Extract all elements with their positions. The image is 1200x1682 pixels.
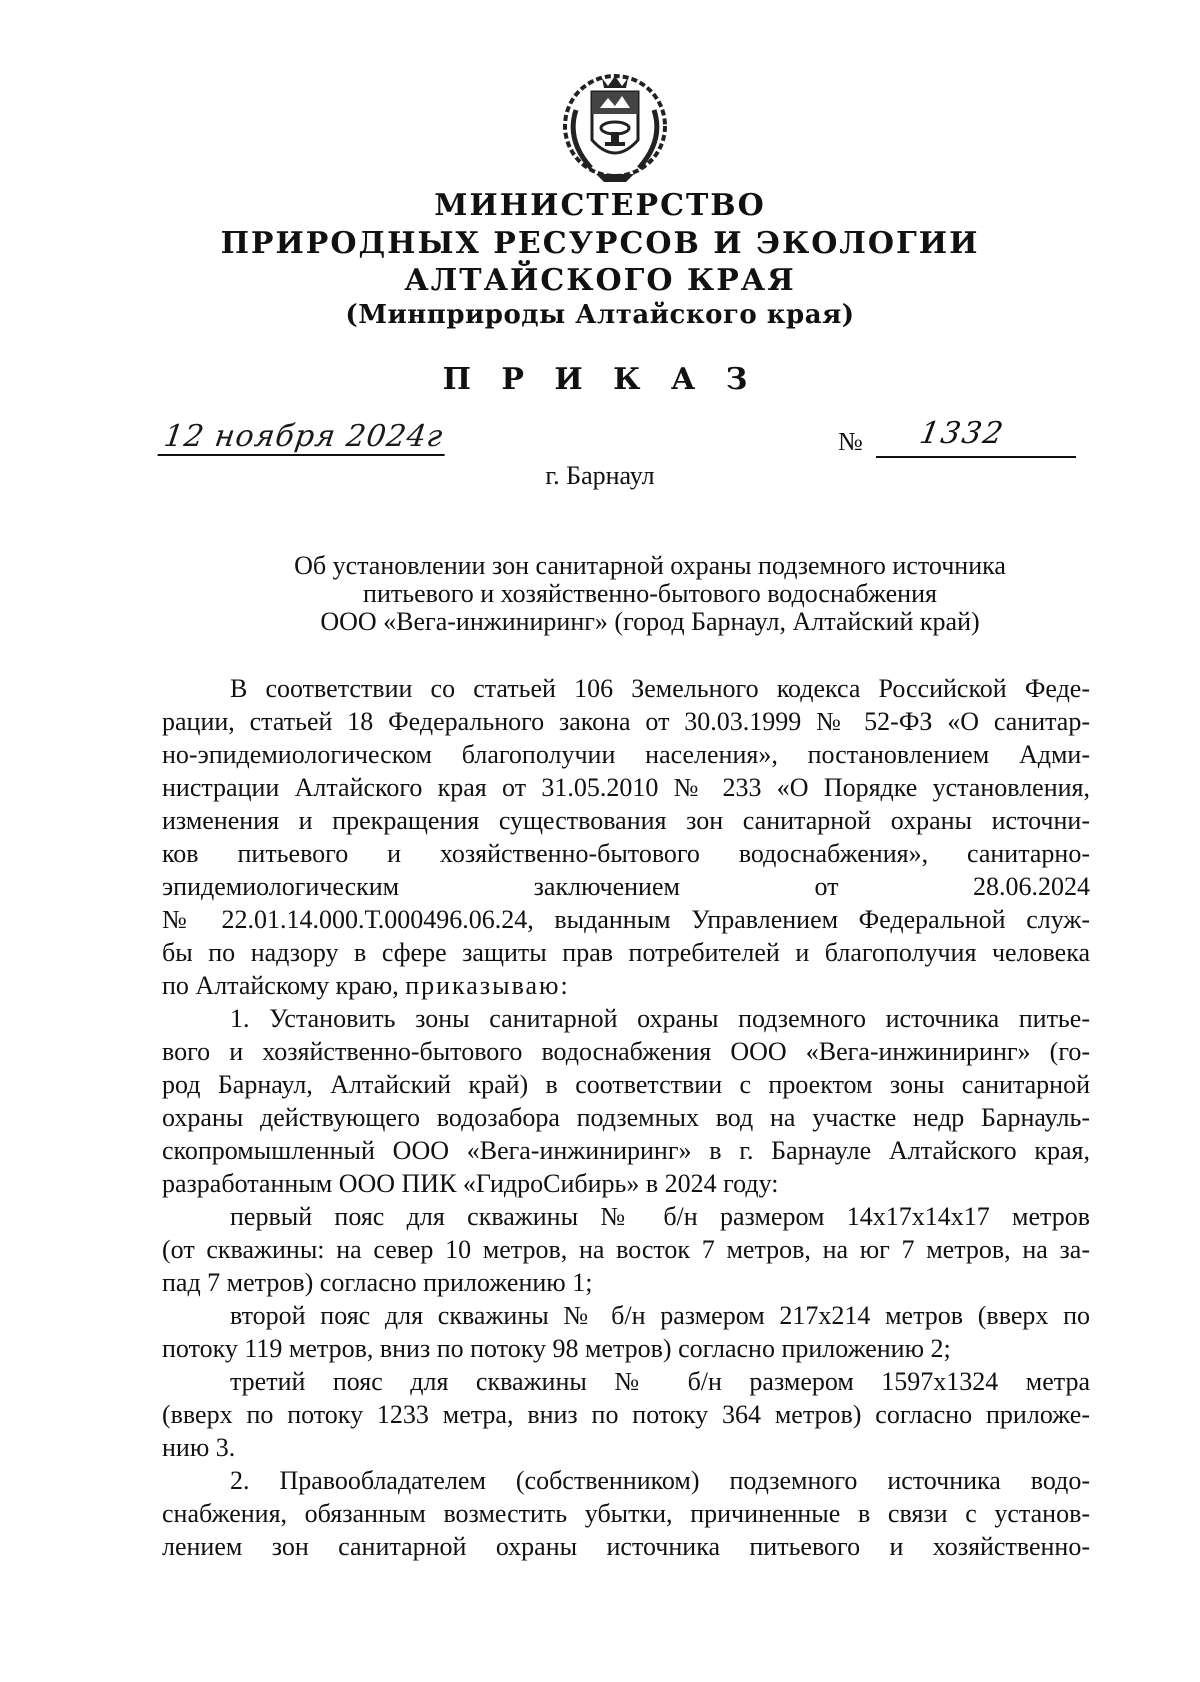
body-line: скопромышленный ООО «Вега-инжиниринг» в г. Барнауле Алтайского края, xyxy=(162,1136,1090,1165)
body-line: пад 7 метров) согласно приложению 1; xyxy=(162,1268,593,1297)
body-line: второй пояс для скважины № б/н размером 217х214 метров (вверх по xyxy=(230,1301,1090,1330)
preamble-end: по Алтайскому краю, xyxy=(162,971,399,1000)
body-line: 1. Установить зоны санитарной охраны подземного источника питье- xyxy=(230,1004,1090,1033)
body-line: снабжения, обязанным возместить убытки, причиненные в связи с установ- xyxy=(162,1499,1090,1528)
order-keyword: приказываю: xyxy=(405,971,570,1000)
number-label: № xyxy=(838,427,863,456)
body-line: изменения и прекращения существования зон санитарной охраны источни- xyxy=(162,806,1090,835)
body-line: разработанным ООО ПИК «ГидроСибирь» в 2024 году: xyxy=(162,1169,779,1198)
body-line: род Барнаул, Алтайский край) в соответствии с проектом зоны санитарной xyxy=(162,1070,1090,1099)
body-line: нию 3. xyxy=(162,1433,236,1462)
body-line: № 22.01.14.000.Т.000496.06.24, выданным Управлением Федеральной служ- xyxy=(162,905,1090,934)
body-line: первый пояс для скважины № б/н размером 14х17х14х17 метров xyxy=(230,1202,1090,1231)
body-line: (вверх по потоку 1233 метра, вниз по потоку 364 метров) согласно приложе- xyxy=(162,1400,1090,1429)
body-line: охраны действующего водозабора подземных вод на участке недр Барнауль- xyxy=(162,1103,1090,1132)
body-line: вого и хозяйственно-бытового водоснабжения ООО «Вега-инжиниринг» (го- xyxy=(162,1037,1090,1066)
ministry-name-line-1: МИНИСТЕРСТВО xyxy=(434,188,766,223)
body-line: эпидемиологическим заключением от 28.06.2024 xyxy=(162,872,1090,901)
body-line: нистрации Алтайского края от 31.05.2010 № 233 «О Порядке установления, xyxy=(162,773,1090,802)
body-line: ков питьевого и хозяйственно-бытового водоснабжения», санитарно- xyxy=(162,839,1090,868)
body-line: лением зон санитарной охраны источника питьевого и хозяйственно- xyxy=(162,1532,1090,1561)
ministry-name-line-3: АЛТАЙСКОГО КРАЯ xyxy=(404,263,796,298)
body-line: третий пояс для скважины № б/н размером 1597х1324 метра xyxy=(230,1367,1090,1396)
body-line: потоку 119 метров, вниз по потоку 98 метров) согласно приложению 2; xyxy=(162,1334,951,1363)
city: г. Барнаул xyxy=(545,461,655,490)
body-line: В соответствии со статьей 106 Земельного кодекса Российской Феде- xyxy=(230,674,1090,703)
preamble-paragraph xyxy=(162,672,1090,1002)
body-line: бы по надзору в сфере защиты прав потребителей и благополучия человека xyxy=(162,938,1090,967)
item-1-paragraph xyxy=(162,1002,1090,1200)
document-type: П Р И К А З xyxy=(442,362,758,397)
coat-of-arms-icon xyxy=(556,70,674,186)
ministry-short-name: (Минприроды Алтайского края) xyxy=(345,300,855,330)
order-title xyxy=(200,552,1100,636)
belt-3-paragraph xyxy=(162,1365,1090,1464)
item-2-paragraph xyxy=(162,1464,1090,1563)
body-line: рации, статьей 18 Федерального закона от 30.03.1999 № 52-ФЗ «О санитар- xyxy=(162,707,1090,736)
handwritten-number: 1332 xyxy=(917,416,1008,451)
title-line: ООО «Вега-инжиниринг» (город Барнаул, Алтайский край) xyxy=(320,607,980,636)
title-line: Об установлении зон санитарной охраны подземного источника xyxy=(294,551,1006,580)
ministry-name-line-2: ПРИРОДНЫХ РЕСУРСОВ И ЭКОЛОГИИ xyxy=(220,226,980,261)
body-line-final xyxy=(162,969,1090,1002)
belt-2-paragraph xyxy=(162,1299,1090,1365)
order-body xyxy=(162,672,1090,1563)
body-line: (от скважины: на север 10 метров, на восток 7 метров, на юг 7 метров, на за- xyxy=(162,1235,1090,1264)
body-line: но-эпидемиологическом благополучии населения», постановлением Адми- xyxy=(162,740,1090,769)
handwritten-date: 12 ноября 2024г xyxy=(157,420,449,456)
belt-1-paragraph xyxy=(162,1200,1090,1299)
body-line: 2. Правообладателем (собственником) подземного источника водо- xyxy=(230,1466,1090,1495)
title-line: питьевого и хозяйственно-бытового водоснабжения xyxy=(363,579,937,608)
number-underline xyxy=(876,456,1076,458)
